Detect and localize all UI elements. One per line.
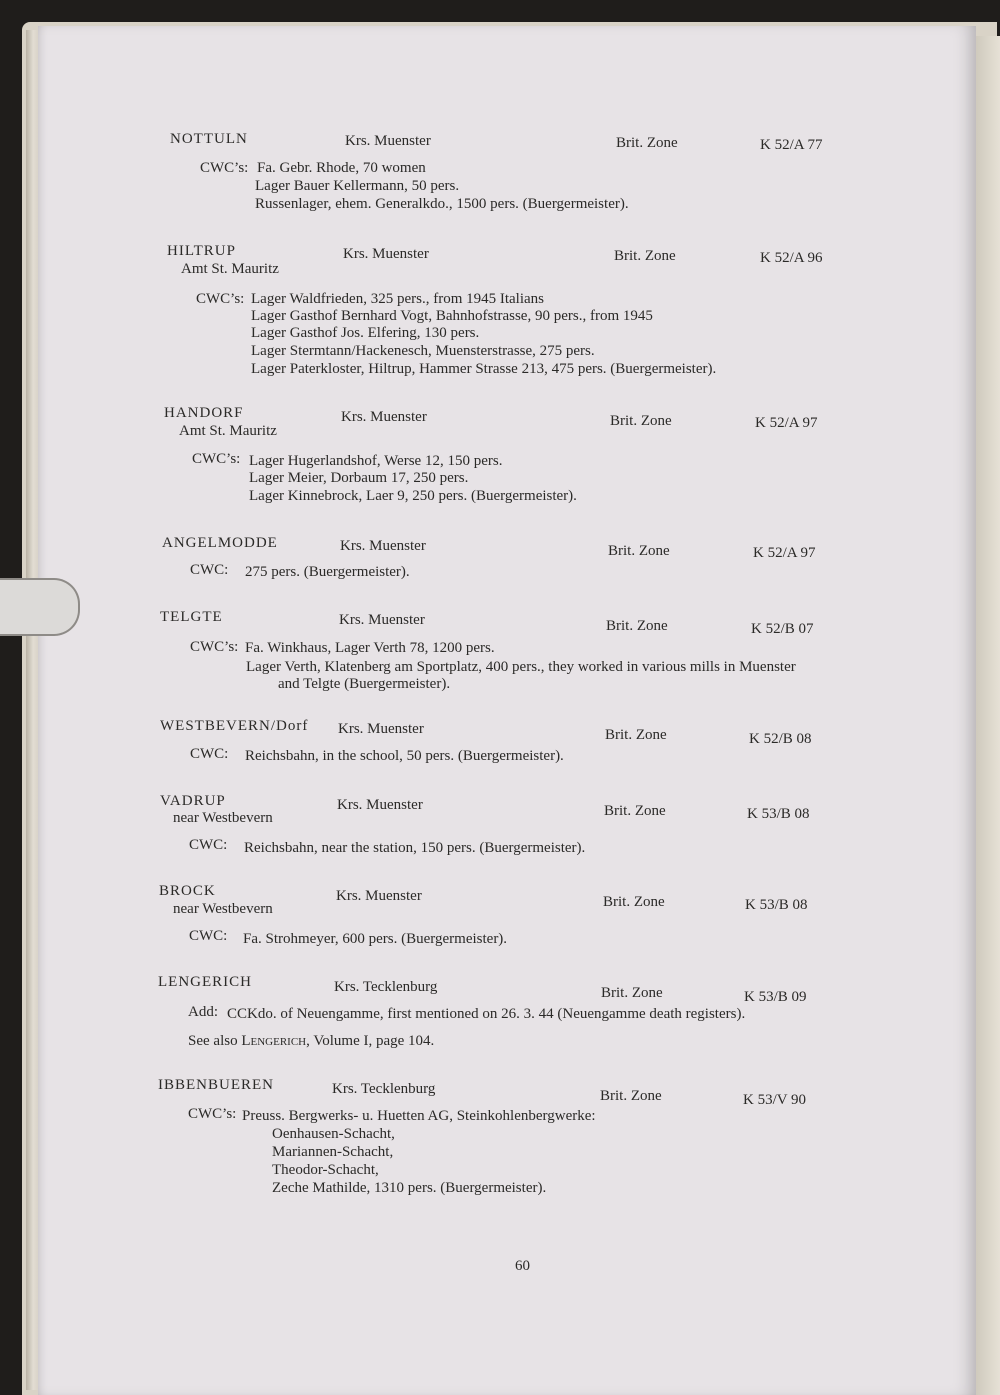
- page-tab-marker: [0, 578, 80, 636]
- entry-line: Theodor-Schacht,: [272, 1162, 379, 1178]
- entry-line: Lager Paterkloster, Hiltrup, Hammer Strasse 213, 475 pers. (Buergermeister).: [251, 361, 717, 377]
- entry-line: Lager Gasthof Jos. Elfering, 130 pers.: [251, 325, 480, 341]
- entry-line: Lager Kinnebrock, Laer 9, 250 pers. (Buergermeister).: [249, 488, 577, 504]
- entry-place: BROCK: [159, 883, 216, 899]
- entry-reference: K 53/B 08: [745, 897, 808, 913]
- entry-reference: K 52/A 96: [760, 250, 823, 266]
- entry-label: CWC’s:: [200, 160, 249, 176]
- entry-place: NOTTULN: [170, 131, 248, 147]
- entry-place: LENGERICH: [158, 974, 252, 990]
- entry-label: CWC’s:: [190, 639, 239, 655]
- entry-label: CWC:: [189, 837, 228, 853]
- entry-zone: Brit. Zone: [601, 985, 663, 1001]
- entry-line: Zeche Mathilde, 1310 pers. (Buergermeister).: [272, 1180, 547, 1196]
- entry-kreis: Krs. Muenster: [336, 888, 422, 904]
- entry-kreis: Krs. Muenster: [337, 797, 423, 813]
- entry-line: and Telgte (Buergermeister).: [278, 676, 451, 692]
- entry-subplace: Amt St. Mauritz: [179, 423, 277, 439]
- entry-line: Lager Stermtann/Hackenesch, Muensterstrasse, 275 pers.: [251, 343, 595, 359]
- see-also-suffix: , Volume I, page 104.: [306, 1033, 435, 1049]
- entry-kreis: Krs. Muenster: [338, 721, 424, 737]
- entry-line: Lager Hugerlandshof, Werse 12, 150 pers.: [249, 453, 503, 469]
- entry-line: Preuss. Bergwerks- u. Huetten AG, Steinkohlenbergwerke:: [242, 1108, 596, 1124]
- entry-reference: K 52/B 08: [749, 731, 812, 747]
- entry-label: CWC:: [189, 928, 228, 944]
- see-also-prefix: See also: [188, 1033, 242, 1049]
- entry-line: Mariannen-Schacht,: [272, 1144, 394, 1160]
- entry-zone: Brit. Zone: [608, 543, 670, 559]
- entry-line: Reichsbahn, in the school, 50 pers. (Buergermeister).: [245, 748, 564, 764]
- entry-zone: Brit. Zone: [616, 135, 678, 151]
- see-also-note: [188, 1033, 434, 1049]
- entry-line: Fa. Gebr. Rhode, 70 women: [257, 160, 426, 176]
- entry-kreis: Krs. Muenster: [343, 246, 429, 262]
- entry-zone: Brit. Zone: [605, 727, 667, 743]
- entry-place: IBBENBUEREN: [158, 1077, 274, 1093]
- entry-kreis: Krs. Muenster: [340, 538, 426, 554]
- entry-line: Lager Waldfrieden, 325 pers., from 1945 Italians: [251, 291, 545, 307]
- entry-label: CWC’s:: [196, 291, 245, 307]
- facing-page-edge: [976, 36, 1000, 1395]
- entry-reference: K 53/V 90: [743, 1092, 807, 1108]
- entry-kreis: Krs. Muenster: [345, 133, 431, 149]
- entry-line: Lager Verth, Klatenberg am Sportplatz, 400 pers., they worked in various mills in Muenster: [246, 659, 796, 675]
- entry-place: HANDORF: [164, 405, 244, 421]
- entry-place: ANGELMODDE: [162, 535, 278, 551]
- entry-reference: K 52/A 77: [760, 137, 823, 153]
- entry-line: CCKdo. of Neuengamme, first mentioned on 26. 3. 44 (Neuengamme death registers).: [227, 1006, 746, 1022]
- entry-subplace: Amt St. Mauritz: [181, 261, 279, 277]
- entry-zone: Brit. Zone: [603, 894, 665, 910]
- entry-kreis: Krs. Muenster: [339, 612, 425, 628]
- entry-place: TELGTE: [160, 609, 223, 625]
- entry-zone: Brit. Zone: [600, 1088, 662, 1104]
- entry-zone: Brit. Zone: [604, 803, 666, 819]
- entry-label: Add:: [188, 1004, 218, 1020]
- entry-place: HILTRUP: [167, 243, 236, 259]
- entry-place: VADRUP: [160, 793, 226, 809]
- entry-line: Lager Meier, Dorbaum 17, 250 pers.: [249, 470, 469, 486]
- entry-subplace: near Westbevern: [173, 901, 273, 917]
- entry-zone: Brit. Zone: [606, 618, 668, 634]
- entry-line: Lager Bauer Kellermann, 50 pers.: [255, 178, 460, 194]
- entry-label: CWC’s:: [192, 451, 241, 467]
- entry-zone: Brit. Zone: [610, 413, 672, 429]
- entry-line: Fa. Winkhaus, Lager Verth 78, 1200 pers.: [245, 640, 495, 656]
- entry-reference: K 52/A 97: [753, 545, 816, 561]
- page-number: 60: [515, 1258, 530, 1274]
- entry-label: CWC:: [190, 746, 229, 762]
- entry-line: 275 pers. (Buergermeister).: [245, 564, 410, 580]
- entry-line: Fa. Strohmeyer, 600 pers. (Buergermeister).: [243, 931, 508, 947]
- entry-line: Reichsbahn, near the station, 150 pers. (Buergermeister).: [244, 840, 586, 856]
- entry-reference: K 53/B 09: [744, 989, 807, 1005]
- entry-label: CWC’s:: [188, 1106, 237, 1122]
- entry-label: CWC:: [190, 562, 229, 578]
- entry-zone: Brit. Zone: [614, 248, 676, 264]
- entry-reference: K 52/B 07: [751, 621, 814, 637]
- entry-line: Oenhausen-Schacht,: [272, 1126, 395, 1142]
- entry-subplace: near Westbevern: [173, 810, 273, 826]
- see-also-place: Lengerich: [241, 1033, 307, 1049]
- entry-place: WESTBEVERN/Dorf: [160, 718, 309, 734]
- entry-reference: K 52/A 97: [755, 415, 818, 431]
- entry-line: Russenlager, ehem. Generalkdo., 1500 pers. (Buergermeister).: [255, 196, 629, 212]
- entry-reference: K 53/B 08: [747, 806, 810, 822]
- entry-kreis: Krs. Muenster: [341, 409, 427, 425]
- entry-kreis: Krs. Tecklenburg: [332, 1081, 436, 1097]
- entry-line: Lager Gasthof Bernhard Vogt, Bahnhofstrasse, 90 pers., from 1945: [251, 308, 653, 324]
- entry-kreis: Krs. Tecklenburg: [334, 979, 438, 995]
